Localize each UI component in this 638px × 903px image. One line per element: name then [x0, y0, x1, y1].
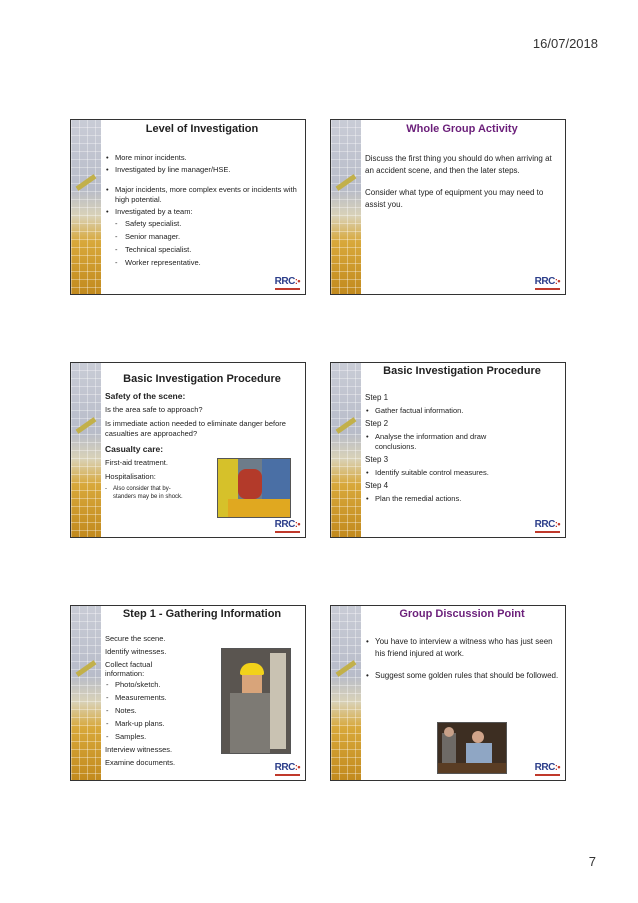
slide-title: Basic Investigation Procedure — [383, 365, 541, 377]
slide-decoration-strip — [71, 120, 101, 294]
slide-decoration-strip — [331, 120, 361, 294]
text-line: Collect factual information: — [105, 660, 153, 678]
list-item: • Suggest some golden rules that should be followed. — [365, 670, 559, 682]
list-item: • More minor incidents. — [105, 153, 299, 163]
slide-level-of-investigation — [70, 119, 306, 295]
step-label: Step 1 — [365, 393, 389, 402]
list-item: - Photo/sketch. — [105, 680, 299, 690]
step-label: Step 4 — [365, 481, 389, 490]
page-number: 7 — [588, 854, 596, 869]
rrc-logo: RRC:• — [275, 762, 300, 776]
slide-decoration-strip — [331, 606, 361, 780]
text-line: Examine documents. — [105, 758, 176, 767]
slide-paragraph: Consider what type of equipment you may need to assist you. — [365, 188, 544, 209]
section-heading: Casualty care: — [105, 444, 164, 454]
list-item: - Measurements. — [105, 693, 299, 703]
text-line: Is the area safe to approach? — [105, 405, 203, 414]
slide-title: Level of Investigation — [145, 123, 259, 135]
section-heading: Safety of the scene: — [105, 391, 186, 401]
slide-paragraph: Discuss the first thing you should do when arriving at an accident scene, and then the later steps. — [365, 154, 552, 175]
slide-title: Basic Investigation Procedure — [123, 373, 281, 385]
list-item: • Identify suitable control measures. — [365, 468, 559, 478]
list-item: - Technical specialist. — [105, 245, 299, 255]
slide-decoration-strip — [71, 363, 101, 537]
step-label: Step 3 — [365, 455, 389, 464]
rrc-logo: RRC:• — [535, 519, 560, 533]
list-item: • Plan the remedial actions. — [365, 494, 559, 504]
text-note: Also consider that by-standers may be in shock. — [113, 486, 183, 500]
list-item: • Investigated by a team: — [105, 207, 299, 217]
slide-decoration-strip — [71, 606, 101, 780]
rescue-photo — [217, 458, 291, 518]
list-item: • Analyse the information and draw conclusions. — [365, 432, 505, 452]
text-line: Is immediate action needed to eliminate danger before casualties are approached? — [105, 419, 286, 438]
list-item: - Safety specialist. — [105, 219, 299, 229]
slide-basic-investigation-1: Basic Investigation Procedure Safety of the scene: Is the area safe to approach? Is immediate action needed to eliminate danger before casualties are approached? Casualty care: First-aid treatment. Hospitalisation: - Also consider that by-standers may be in shock. RRC:• — [70, 362, 306, 538]
rrc-logo: RRC:• — [275, 276, 300, 290]
list-item: - Notes. — [105, 706, 299, 716]
list-item: - Mark-up plans. — [105, 719, 299, 729]
electrician-photo — [221, 648, 291, 754]
list-item: - Samples. — [105, 732, 299, 742]
step-label: Step 2 — [365, 419, 389, 428]
slide-decoration-strip — [331, 363, 361, 537]
slide-whole-group-activity — [330, 119, 566, 295]
list-item: - Senior manager. — [105, 232, 299, 242]
slide-group-discussion — [330, 605, 566, 781]
text-line: Interview witnesses. — [105, 745, 173, 754]
slide-title: Group Discussion Point — [399, 608, 525, 620]
slide-gathering-information — [70, 605, 306, 781]
print-date: 16/07/2018 — [532, 36, 598, 51]
slide-title: Whole Group Activity — [406, 123, 518, 135]
text-line: Identify witnesses. — [105, 647, 167, 656]
slide-basic-investigation-2 — [330, 362, 566, 538]
rrc-logo: RRC:• — [535, 762, 560, 776]
list-item: • You have to interview a witness who has just seen his friend injured at work. — [365, 636, 559, 660]
text-line: First-aid treatment. — [105, 458, 168, 467]
text-line: Secure the scene. — [105, 634, 166, 643]
text-line: Hospitalisation: — [105, 472, 156, 481]
list-item: • Major incidents, more complex events or incidents with high potential. — [105, 185, 299, 205]
list-item: - Worker representative. — [105, 258, 299, 268]
interview-photo — [437, 722, 507, 774]
list-item: • Investigated by line manager/HSE. — [105, 165, 299, 175]
slide-title: Step 1 - Gathering Information — [122, 608, 282, 620]
rrc-logo: RRC:• — [535, 276, 560, 290]
list-item: • Gather factual information. — [365, 406, 559, 416]
rrc-logo: RRC:• — [275, 519, 300, 533]
